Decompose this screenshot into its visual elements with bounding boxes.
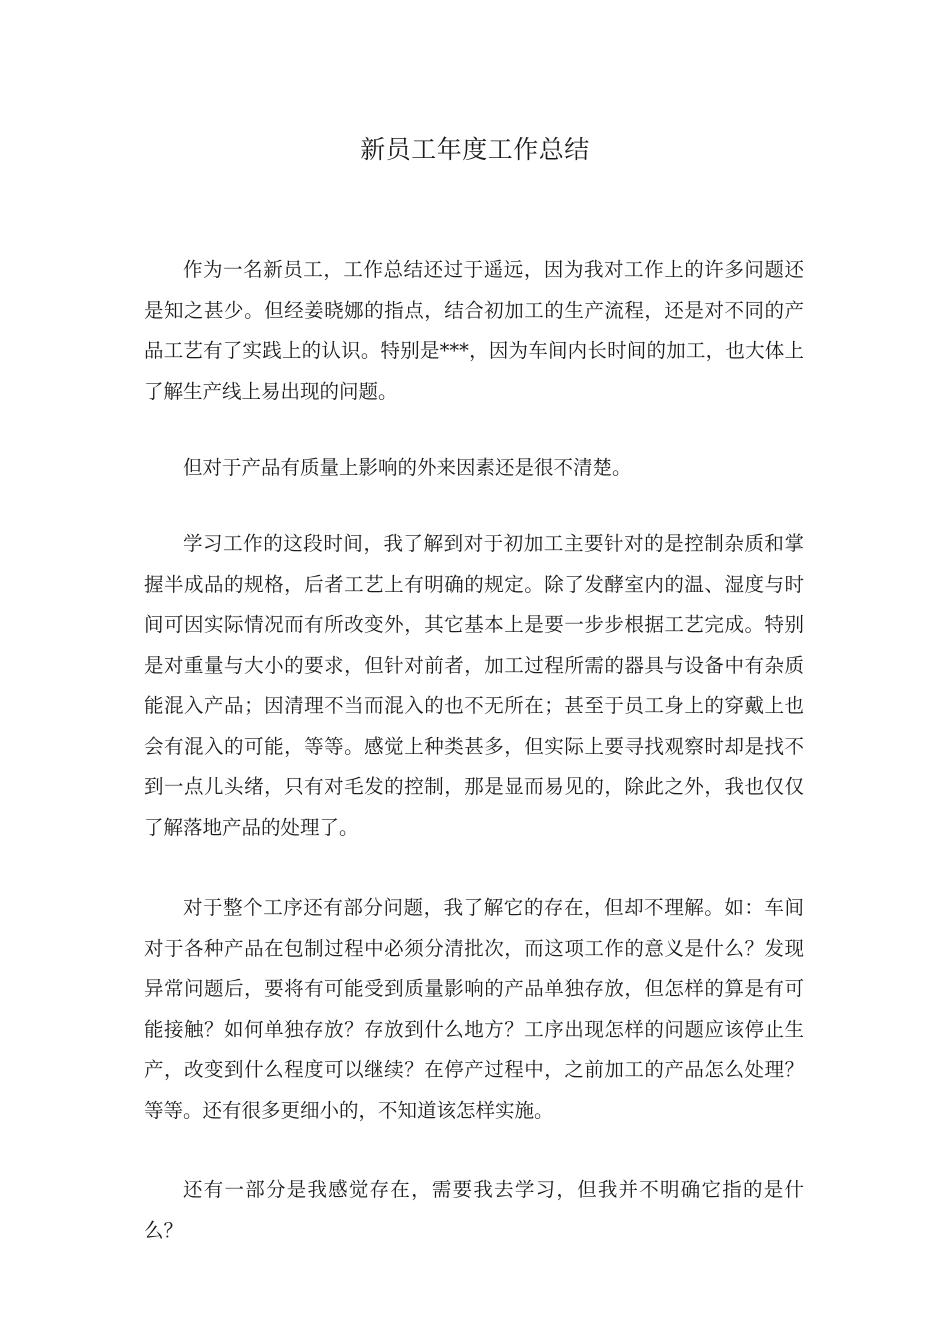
paragraph-4: 对于整个工序还有部分问题，我了解它的存在，但却不理解。如：车间对于各种产品在包制过程中必须分清批次，而这项工作的意义是什么？发现异常问题后，要将有可能受到质量影响的产品单独存放，但怎样的算是有可能接触？如何单独存放？存放到什么地方？工序出现怎样的问题应该停止生产，改变到什么程度可以继续？在停产过程中，之前加工的产品怎么处理？等等。还有很多更细小的，不知道该怎样实施。 [144, 896, 804, 1122]
paragraph-5: 还有一部分是我感觉存在，需要我去学习，但我并不明确它指的是什么？ [144, 1178, 804, 1242]
paragraph-3: 学习工作的这段时间，我了解到对于初加工主要针对的是控制杂质和掌握半成品的规格，后者工艺上有明确的规定。除了发酵室内的温、湿度与时间可因实际情况而有所改变外，其它基本上是要一步步根据工艺完成。特别是对重量与大小的要求，但针对前者，加工过程所需的器具与设备中有杂质能混入产品；因清理不当而混入的也不无所在；甚至于员工身上的穿戴上也会有混入的可能，等等。感觉上种类甚多，但实际上要寻找观察时却是找不到一点儿头绪，只有对毛发的控制，那是显而易见的，除此之外，我也仅仅了解落地产品的处理了。 [144, 532, 804, 839]
paragraph-1: 作为一名新员工，工作总结还过于遥远，因为我对工作上的许多问题还是知之甚少。但经姜晓娜的指点，结合初加工的生产流程，还是对不同的产品工艺有了实践上的认识。特别是***，因为车间内长时间的加工，也大体上了解生产线上易出现的问题。 [144, 258, 804, 403]
document-title: 新员工年度工作总结 [360, 135, 590, 164]
paragraph-2: 但对于产品有质量上影响的外来因素还是很不清楚。 [183, 456, 632, 479]
